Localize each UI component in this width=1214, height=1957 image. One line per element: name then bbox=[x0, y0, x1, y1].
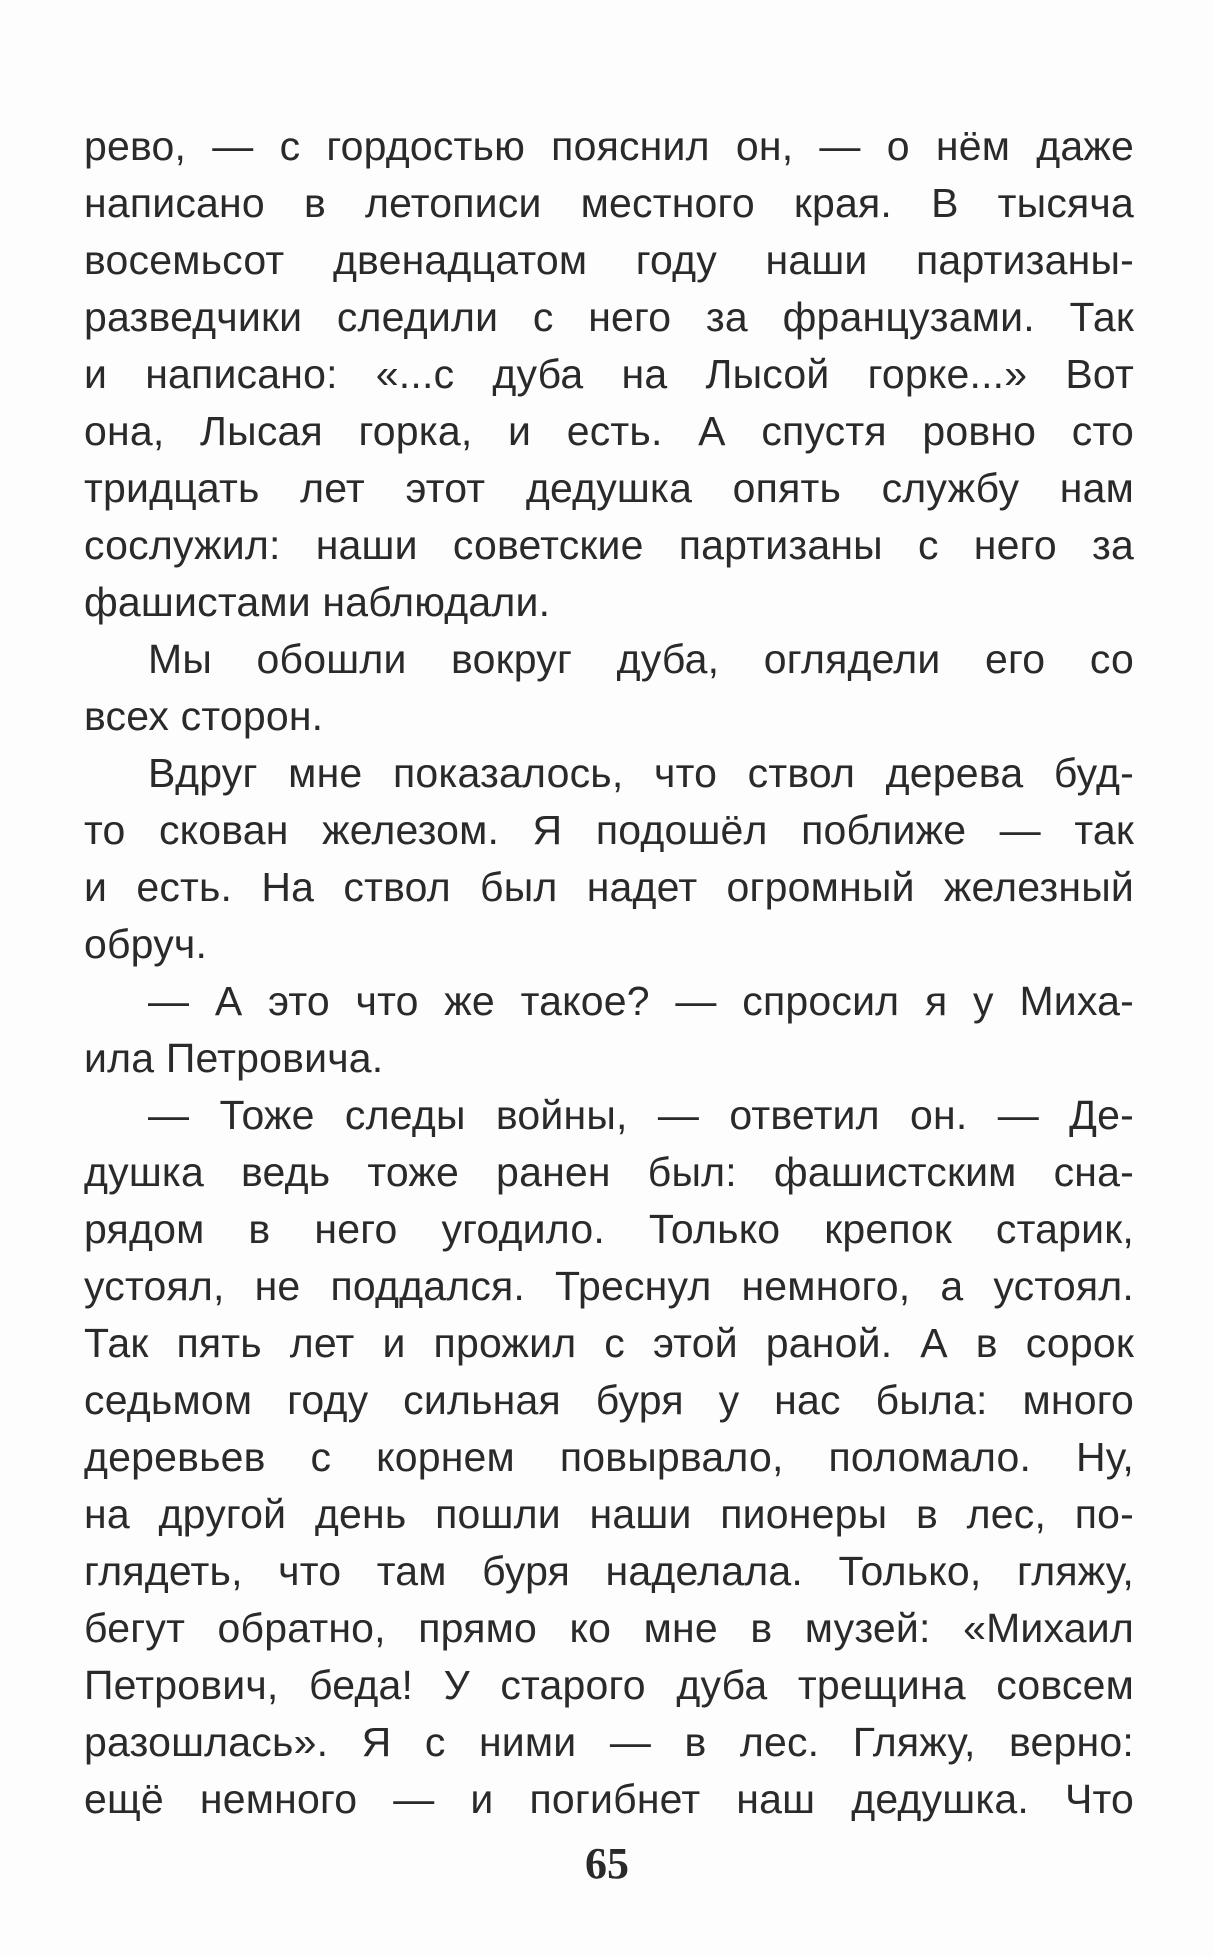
text-line: написано в летописи местного края. В тысяча bbox=[84, 180, 1134, 226]
text-line: — Тоже следы войны, — ответил он. — Де- bbox=[148, 1092, 1134, 1138]
text-line: Петрович, беда! У старого дуба трещина совсем bbox=[84, 1662, 1134, 1708]
text-line: рево, — с гордостью пояснил он, — о нём даже bbox=[84, 123, 1134, 169]
text-line: бегут обратно, прямо ко мне в музей: «Михаил bbox=[84, 1605, 1134, 1651]
text-line: разошлась». Я с ними — в лес. Гляжу, верно: bbox=[84, 1719, 1134, 1765]
text-line: и есть. На ствол был надет огромный железный bbox=[84, 864, 1134, 910]
text-line: душка ведь тоже ранен был: фашистским сна- bbox=[84, 1149, 1134, 1195]
text-line: устоял, не поддался. Треснул немного, а устоял. bbox=[84, 1263, 1134, 1309]
page-number: 65 bbox=[585, 1839, 629, 1888]
text-line: ила Петровича. bbox=[84, 1035, 384, 1081]
text-line: она, Лысая горка, и есть. А спустя ровно сто bbox=[84, 408, 1134, 454]
text-line: фашистами наблюдали. bbox=[84, 579, 551, 625]
text-line: и написано: «...с дуба на Лысой горке...» Вот bbox=[84, 351, 1134, 397]
body-text bbox=[84, 118, 1134, 1828]
text-line: — А это что же такое? — спросил я у Миха- bbox=[148, 978, 1134, 1024]
text-line: обруч. bbox=[84, 921, 208, 967]
text-line: Так пять лет и прожил с этой раной. А в сорок bbox=[84, 1320, 1134, 1366]
text-line: разведчики следили с него за французами. Так bbox=[84, 294, 1134, 340]
text-line: ещё немного — и погибнет наш дедушка. Что bbox=[84, 1776, 1134, 1822]
text-line: рядом в него угодило. Только крепок старик, bbox=[84, 1206, 1134, 1252]
text-line: Вдруг мне показалось, что ствол дерева буд- bbox=[148, 750, 1134, 796]
text-line: тридцать лет этот дедушка опять службу нам bbox=[84, 465, 1134, 511]
text-line: Мы обошли вокруг дуба, оглядели его со bbox=[148, 636, 1134, 682]
text-line: глядеть, что там буря наделала. Только, гляжу, bbox=[84, 1548, 1134, 1594]
text-line: деревьев с корнем повырвало, поломало. Ну, bbox=[84, 1434, 1134, 1480]
text-line: на другой день пошли наши пионеры в лес, по- bbox=[84, 1491, 1134, 1537]
text-line: восемьсот двенадцатом году наши партизаны- bbox=[84, 237, 1134, 283]
text-line: сослужил: наши советские партизаны с него за bbox=[84, 522, 1134, 568]
text-line: седьмом году сильная буря у нас была: много bbox=[84, 1377, 1134, 1423]
text-line: всех сторон. bbox=[84, 693, 324, 739]
text-line: то скован железом. Я подошёл поближе — так bbox=[84, 807, 1134, 853]
